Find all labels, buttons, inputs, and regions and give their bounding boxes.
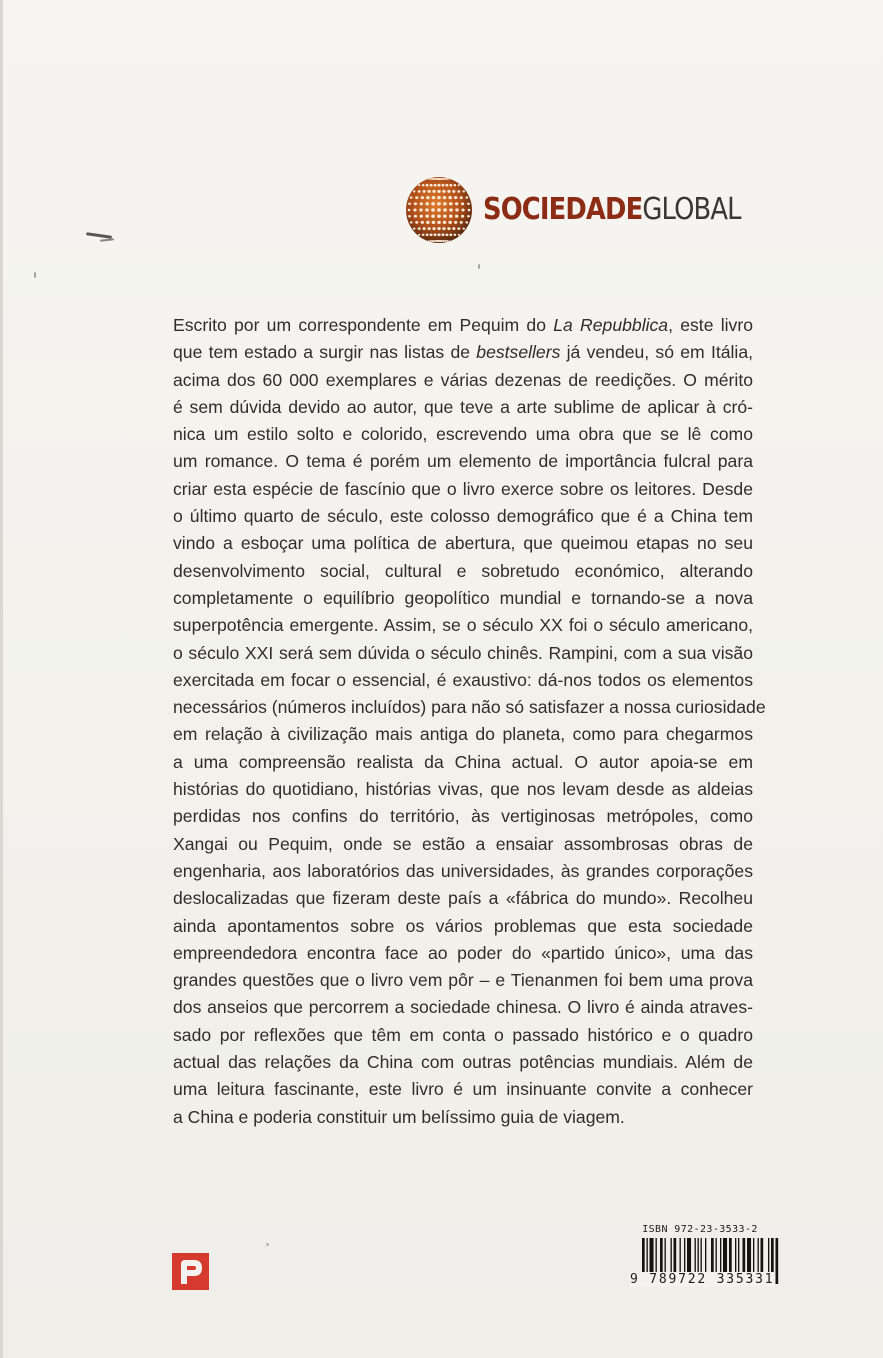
blurb-text: engenharia, aos laboratórios das universidades, às grandes corporações xyxy=(173,860,753,881)
blurb-text: exercitada em focar o essencial, é exaustivo: dá-nos todos os elementos xyxy=(173,669,753,690)
globe-dots-icon xyxy=(405,176,473,244)
blurb-text: é sem dúvida devido ao autor, que teve a arte sublime de aplicar à cró- xyxy=(173,396,753,417)
blurb-text: Escrito por um correspondente em Pequim do xyxy=(173,315,554,335)
blurb-text: superpotência emergente. Assim, se o século XX foi o século americano, xyxy=(173,615,753,636)
blurb-text: , este livro xyxy=(668,315,753,335)
blurb-line xyxy=(173,913,753,940)
blurb-text: histórias do quotidiano, histórias vivas, que nos levam desde as aldeias xyxy=(173,779,753,800)
publisher-p-logo-icon xyxy=(172,1253,209,1290)
isbn-label: ISBN 972-23-3533-2 xyxy=(642,1224,758,1235)
blurb-line xyxy=(173,831,753,858)
blurb-line xyxy=(173,612,753,639)
blurb-line xyxy=(173,1076,753,1103)
blurb-line xyxy=(173,994,753,1021)
blurb-line xyxy=(173,1104,753,1131)
brand-logo xyxy=(405,176,783,244)
blurb-text: completamente o equilíbrio geopolítico mundial e tornando-se a nova xyxy=(173,587,753,608)
blurb-text: ainda apontamentos sobre os vários problemas que esta sociedade xyxy=(173,915,753,936)
brand-wordmark xyxy=(483,176,741,244)
blurb-line xyxy=(173,448,753,475)
blurb-line xyxy=(173,339,753,366)
page-edge xyxy=(0,0,3,1358)
brand-name-part2: GLOBAL xyxy=(642,192,741,227)
blurb-line xyxy=(173,967,753,994)
blurb-text: o último quarto de século, este colosso demográfico que é a China tem xyxy=(173,506,753,527)
blurb-line xyxy=(173,476,753,503)
blurb-text: nica um estilo solto e colorido, escrevendo uma obra que se lê como xyxy=(173,424,753,445)
barcode xyxy=(630,1238,780,1290)
blurb-line xyxy=(173,312,753,339)
blurb-line xyxy=(173,885,753,912)
blurb-line xyxy=(173,421,753,448)
blurb-text: perdidas nos confins do território, às vertiginosas metrópoles, como xyxy=(173,806,753,827)
blurb-line xyxy=(173,858,753,885)
blurb-text: já vendeu, só em Itália, xyxy=(560,342,753,363)
print-speck xyxy=(34,272,36,278)
blurb-line xyxy=(173,1049,753,1076)
blurb-line xyxy=(173,721,753,748)
blurb-text: grandes questões que o livro vem pôr – e Tienanmen foi bem uma prova xyxy=(173,970,753,991)
blurb-line xyxy=(173,1022,753,1049)
blurb-line xyxy=(173,776,753,803)
blurb-line xyxy=(173,694,766,721)
blurb-text: uma leitura fascinante, este livro é um insinuante convite a conhecer xyxy=(173,1079,753,1100)
blurb-text: que tem estado a surgir nas listas de xyxy=(173,342,477,363)
blurb-line xyxy=(173,394,753,421)
blurb-text: vindo a esboçar uma política de abertura, que queimou etapas no seu xyxy=(173,533,753,554)
blurb-line xyxy=(173,667,753,694)
blurb-text: acima dos 60 000 exemplares e várias dezenas de reedições. O mérito xyxy=(173,369,753,390)
blurb-line xyxy=(173,585,753,612)
blurb-text: desenvolvimento social, cultural e sobretudo económico, alterando xyxy=(173,560,753,581)
blurb-text: deslocalizadas que fizeram deste país a «fábrica do mundo». Recolheu xyxy=(173,888,753,909)
blurb-line xyxy=(173,503,753,530)
blurb-line xyxy=(173,940,753,967)
blurb-line xyxy=(173,640,753,667)
blurb-italic-text: bestsellers xyxy=(476,342,561,363)
blurb-text: em relação à civilização mais antiga do planeta, como para chegarmos xyxy=(173,724,753,745)
blurb-text: o século XXI será sem dúvida o século chinês. Rampini, com a sua visão xyxy=(173,642,753,663)
blurb-text: Xangai ou Pequim, onde se estão a ensaiar assombrosas obras de xyxy=(173,833,753,854)
blurb-line xyxy=(173,558,753,585)
blurb-text: sado por reflexões que têm em conta o passado histórico e o quadro xyxy=(173,1024,753,1045)
blurb-line xyxy=(173,530,753,557)
blurb-text: actual das relações da China com outras potências mundiais. Além de xyxy=(173,1052,753,1073)
blurb-text: a China e poderia constituir um belíssimo guia de viagem. xyxy=(173,1106,625,1127)
blurb-text: um romance. O tema é porém um elemento de importância fulcral para xyxy=(173,451,753,472)
brand-name-part1: SOCIEDADE xyxy=(483,192,643,227)
blurb-text: a uma compreensão realista da China actual. O autor apoia-se em xyxy=(173,751,753,772)
print-speck xyxy=(266,1243,269,1246)
blurb-italic-text: La Repubblica xyxy=(553,315,669,335)
blurb-text: empreendedora encontra face ao poder do «partido único», uma das xyxy=(173,942,753,963)
barcode-digits xyxy=(630,1272,782,1287)
blurb-line xyxy=(173,749,753,776)
print-speck xyxy=(478,264,480,269)
blurb-line xyxy=(173,367,753,394)
blurb-text: dos anseios que percorrem a sociedade chinesa. O livro é ainda atraves- xyxy=(173,997,753,1018)
blurb-line xyxy=(173,803,753,830)
blurb-text: criar esta espécie de fascínio que o livro exerce sobre os leitores. Desde xyxy=(173,478,753,499)
barcode-digits-text: 9 789722 335331 xyxy=(630,1272,775,1287)
blurb-text: necessários (números incluídos) para não só satisfazer a nossa curiosidade xyxy=(173,697,766,718)
back-cover-blurb xyxy=(173,312,766,1131)
